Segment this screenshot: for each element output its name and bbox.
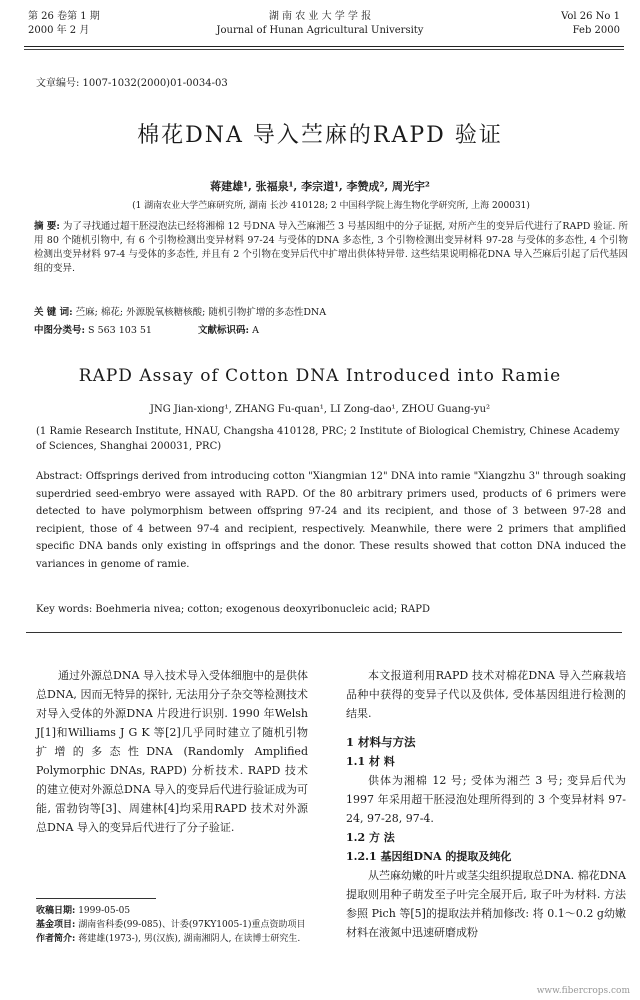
header-divider-thin xyxy=(24,49,624,50)
affiliation-cn: (1 湖南农业大学苎麻研究所, 湖南 长沙 410128; 2 中国科学院上海生物化学研究所, 上海 200031) xyxy=(132,201,530,211)
doc-code-label: 文献标识码: xyxy=(198,325,250,336)
header-vol-en xyxy=(561,10,620,38)
class-number: S 563 103 51 xyxy=(88,325,152,336)
abstract-cn-text: 为了寻找通过超干胚浸泡法已经将湘棉 12 号DNA 导入苎麻湘苎 3 号基因组中的分子证据, 对所产生的变异后代进行了RAPD 验证. 所用 80 个随机引物中, 有 6 个引物检测出变异材料 97-24 与受体的DNA 多态性, 3 个引物检测出变异材料 97-28 与受体的多态性, 4 个引物检测出变异材料 97-4 与受体的多态性, 并且有 2 个引物在变异后代中扩增出供体特异带. 这些结果说明棉花DNA 导入苎麻后引起了后代基因组的变异. xyxy=(34,221,628,274)
header-date: 2000 年 2 月 xyxy=(28,25,90,36)
intro-paragraph-2: 本文报道利用RAPD 技术对棉花DNA 导入苎麻栽培品种中获得的变异子代以及供体, 受体基因组进行检测的结果. xyxy=(346,669,626,720)
intro-paragraph: 通过外源总DNA 导入技术导入受体细胞中的是供体总DNA, 因而无特异的探针, 无法用分子杂交等检测技术对导入受体的外源DNA 片段进行识别. 1990 年Welsh J[1]和Williams J G K 等[2]几乎同时建立了随机引物扩增的多态性DNA (Randomly Amplified Polymorphic DNAs, RAPD) 分析技术. RAPD 技术的建立使对外源总DNA 导入的变异后代进行验证成为可能, 雷勃钧等[3]、周建林[4]均采用RAPD 技术对外源总DNA 导入的变异后代进行了分子验证. xyxy=(36,669,308,834)
footnote-author xyxy=(36,932,308,946)
fund-label: 基金项目: xyxy=(36,920,76,930)
header-volume-issue: 第 26 卷第 1 期 xyxy=(28,11,100,22)
author-bio-text: 蒋建雄(1973-), 男(汉族), 湖南湘阴人, 在读博士研究生. xyxy=(78,934,301,944)
materials-paragraph: 供体为湘棉 12 号; 受体为湘苎 3 号; 变异后代为 1997 年采用超干胚浸泡处理所得到的 3 个变异材料 97-24, 97-28, 97-4. xyxy=(346,774,626,825)
header-divider xyxy=(24,46,624,47)
body-right-column xyxy=(346,666,626,942)
keywords-cn-text: 苎麻; 棉花; 外源脱氧核糖核酸; 随机引物扩增的多态性DNA xyxy=(75,307,327,318)
header-journal-en: Journal of Hunan Agricultural University xyxy=(216,25,424,36)
body-left-column xyxy=(36,666,308,837)
abstract-cn-label: 摘 要: xyxy=(34,221,60,232)
fund-text: 湖南省科委(99-085)、计委(97KY1005-1)重点资助项目 xyxy=(78,920,306,930)
authors-cn: 蒋建雄¹, 张福泉¹, 李宗道¹, 李赞成², 周光宇² xyxy=(210,180,430,193)
footnotes xyxy=(36,904,308,946)
abstract-en xyxy=(36,468,626,573)
footnote-rule xyxy=(36,898,156,899)
received-date: 1999-05-05 xyxy=(78,906,131,916)
abstract-en-label: Abstract: xyxy=(36,471,83,482)
keywords-en-label: Key words: xyxy=(36,604,93,615)
watermark-text: www.fibercrops.com xyxy=(536,986,630,996)
author-bio-label: 作者简介: xyxy=(36,934,76,944)
article-number: 文章编号: 1007-1032(2000)01-0034-03 xyxy=(36,78,228,89)
class-label: 中图分类号: xyxy=(34,325,86,336)
section-heading-1: 1 材料与方法 xyxy=(346,735,416,749)
affiliation-en: (1 Ramie Research Institute, HNAU, Changsha 410128, PRC; 2 Institute of Biological Chemistry, Chinese Academy of Sciences, Shanghai 200031, PRC) xyxy=(36,426,620,452)
abstract-en-text: Offsprings derived from introducing cotton "Xiangmian 12" DNA into ramie "Xiangzhu 3" through soaking superdried seed-embryo were assayed with RAPD. Of the 80 arbitrary primers used, products of 6 primers were detected to have polymorphism between offspring 97-24 and its recipient, and those of 3 between 97-28 and recipient, those of 4 between 97-4 and recipient, respectively. Meanwhile, there were 2 primers that amplified specific DNA bands only existing in offsprings and the donor. These results showed that cotton DNA induced the variances in genome of ramie. xyxy=(36,471,626,570)
title-en: RAPD Assay of Cotton DNA Introduced into Ramie xyxy=(78,366,562,386)
title-cn: 棉花DNA 导入苎麻的RAPD 验证 xyxy=(137,123,503,148)
keywords-cn xyxy=(34,304,326,318)
methods-paragraph: 从苎麻幼嫩的叶片或茎尖组织提取总DNA. 棉花DNA 提取则用种子萌发至子叶完全展开后, 取子叶为材料. 方法参照 Pich 等[5]的提取法并稍加修改: 将 0.1～0.2 g幼嫩材料在液氮中迅速研磨成粉 xyxy=(346,869,626,939)
doc-code: A xyxy=(252,325,259,336)
subsection-heading-1-1: 1.1 材 料 xyxy=(346,755,395,768)
subsection-heading-1-2-1: 1.2.1 基因组DNA 的提取及纯化 xyxy=(346,850,512,863)
header-vol-no: Vol 26 No 1 xyxy=(561,11,620,22)
keywords-en-text: Boehmeria nivea; cotton; exogenous deoxyribonucleic acid; RAPD xyxy=(95,604,430,615)
header-journal xyxy=(0,10,640,38)
header-journal-cn: 湖 南 农 业 大 学 学 报 xyxy=(268,11,372,22)
footnote-received xyxy=(36,904,308,918)
keywords-en xyxy=(36,604,430,615)
footnote-fund xyxy=(36,918,308,932)
abstract-cn xyxy=(34,220,628,276)
keywords-cn-label: 关 键 词: xyxy=(34,307,73,318)
section-divider xyxy=(26,632,622,633)
subsection-heading-1-2: 1.2 方 法 xyxy=(346,831,395,844)
received-label: 收稿日期: xyxy=(36,906,76,916)
authors-en: JNG Jian-xiong¹, ZHANG Fu-quan¹, LI Zong-dao¹, ZHOU Guang-yu² xyxy=(149,404,491,415)
header-month-year: Feb 2000 xyxy=(572,25,620,36)
classification-line xyxy=(34,322,259,336)
